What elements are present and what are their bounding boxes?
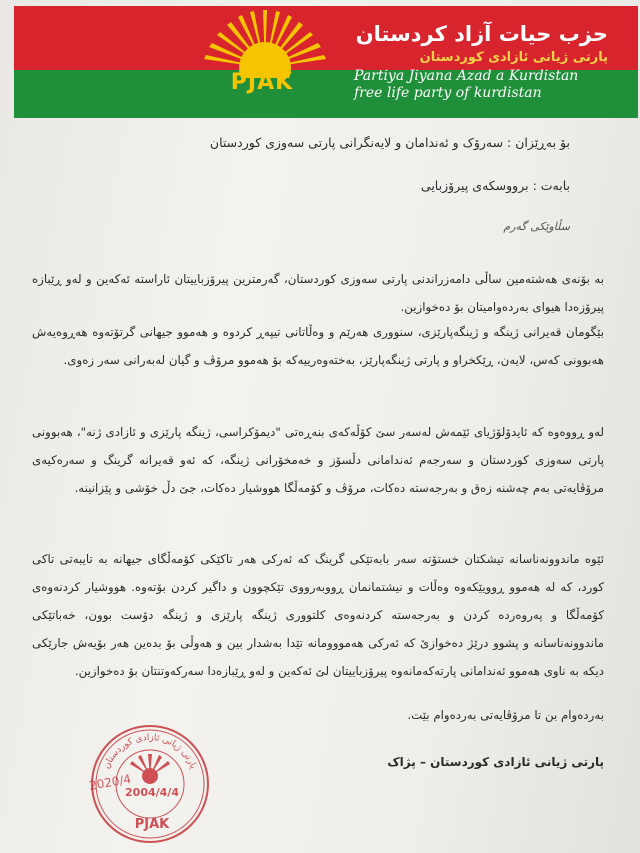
party-name-latin: Partiya Jiyana Azad a Kurdistan bbox=[354, 68, 579, 84]
letter-greeting: سڵاوێکی گەرم bbox=[503, 220, 570, 233]
party-name-subtitle: پارتی ژیانی ئازادی کوردستان bbox=[419, 50, 608, 65]
letter-closing: بەردەوام بن تا مرۆڤایەتی بەردەوام بێت. bbox=[407, 708, 604, 722]
letter-signature: پارتی ژیانی ئازادی کوردستان – پژاک bbox=[387, 755, 604, 769]
letter-paragraph: بێگومان قەیرانی ژینگە و ژینگەپارێزی، سنووری هەرێم و وەڵاتانی تیپەڕ کردوە و هەموو جیهانی گرتۆتەوە هەڕوەیەش هەبوونی کەس، لایەن، ڕێکخراو و پارتی ژینگەپارێز، بەختەوەرییەکە بۆ هەموو مرۆڤ و گیان لەبەرانی سەر زەوی. bbox=[32, 325, 604, 367]
letter-paragraph: لەو ڕووەوە کە ئایدۆلۆژیای ئێمەش لەسەر سێ کۆڵەکەی بنەڕەتی "دیمۆکراسی، ژینگە پارێزی و ئازادی ژنە"، هەبوونی پارتی سەوزی کوردستان و سەرجەم ئەندامانی دڵسۆز و خەمخۆرانی ژینگە، کە ئەو قەیرانە گرینگ و سەرەکیەی مرۆڤایەتی بەم چەشنە زەق و بەرجەستە دەکات، مرۆڤ و کۆمەڵگا هووشیار دەکات، جێ دڵ خۆشی و پێزانینە. bbox=[32, 425, 604, 495]
party-name-title: حزب حیات آزاد کردستان bbox=[355, 22, 608, 46]
letter-address: بۆ بەڕێزان : سەرۆک و ئەندامان و لایەنگرانی پارتی سەوزی کوردستان bbox=[209, 135, 570, 150]
letter-subject: بابەت : برووسکەی پیرۆزبایی bbox=[420, 178, 570, 193]
stamp-logo-text: PJAK bbox=[134, 817, 170, 832]
party-name-english: free life party of kurdistan bbox=[354, 85, 542, 101]
stamp-date: 2004/4/4 bbox=[125, 786, 179, 799]
letterhead bbox=[14, 6, 638, 118]
letter-paragraph: ئێوە ماندوونەناسانە تیشکتان خستۆتە سەر بابەتێکی گرینگ کە ئەرکی هەر تاکێکی کۆمەڵگای جیهانە بە تایبەتی تاکی کورد، کە لە هەموو ڕوویێکەوە وەڵات و نیشتمانمان ڕووبەرووی تێکچوون و داگیر کردن بۆتەوە. هووشیار کردنەوەی کۆمەڵگا و پەروەردە کردن و بەرجەستە کردنەوەی کلتووری ژینگە پارێزی و ژینگە دۆست بوون، خەباتێکی ماندوونەناسانە و پشوو درێژ دەخوازێ کە ئەرکی هەمووومانە تێدا بەشدار بین و هەوڵی بۆ بدەین هەر بۆیەش جارێکی دیکە بە ناوی هەموو ئەندامانی پارتەکەمانەوە پیرۆزباییتان لێ ئەکەین و لەو ڕێبازەدا سەرکەوتنتان بۆ دەخوازین. bbox=[32, 552, 604, 678]
party-stamp bbox=[88, 722, 212, 846]
stamp-ring-text: پارتی ژیانی ئازادی کوردستان bbox=[101, 732, 199, 771]
pjak-logo-text: PJAK bbox=[230, 70, 294, 95]
stamp-handwritten-date: 2020/4 bbox=[88, 771, 133, 793]
letter-paragraph: بە بۆنەی هەشتەمین ساڵی دامەزراندنی پارتی سەوزی کوردستان، گەرمترین پیرۆزباییتان ئاراستە ئەکەین و لەو ڕێبازە پیرۆزەدا هیوای بەردەوامیتان بۆ دەخوازین. bbox=[32, 272, 604, 314]
